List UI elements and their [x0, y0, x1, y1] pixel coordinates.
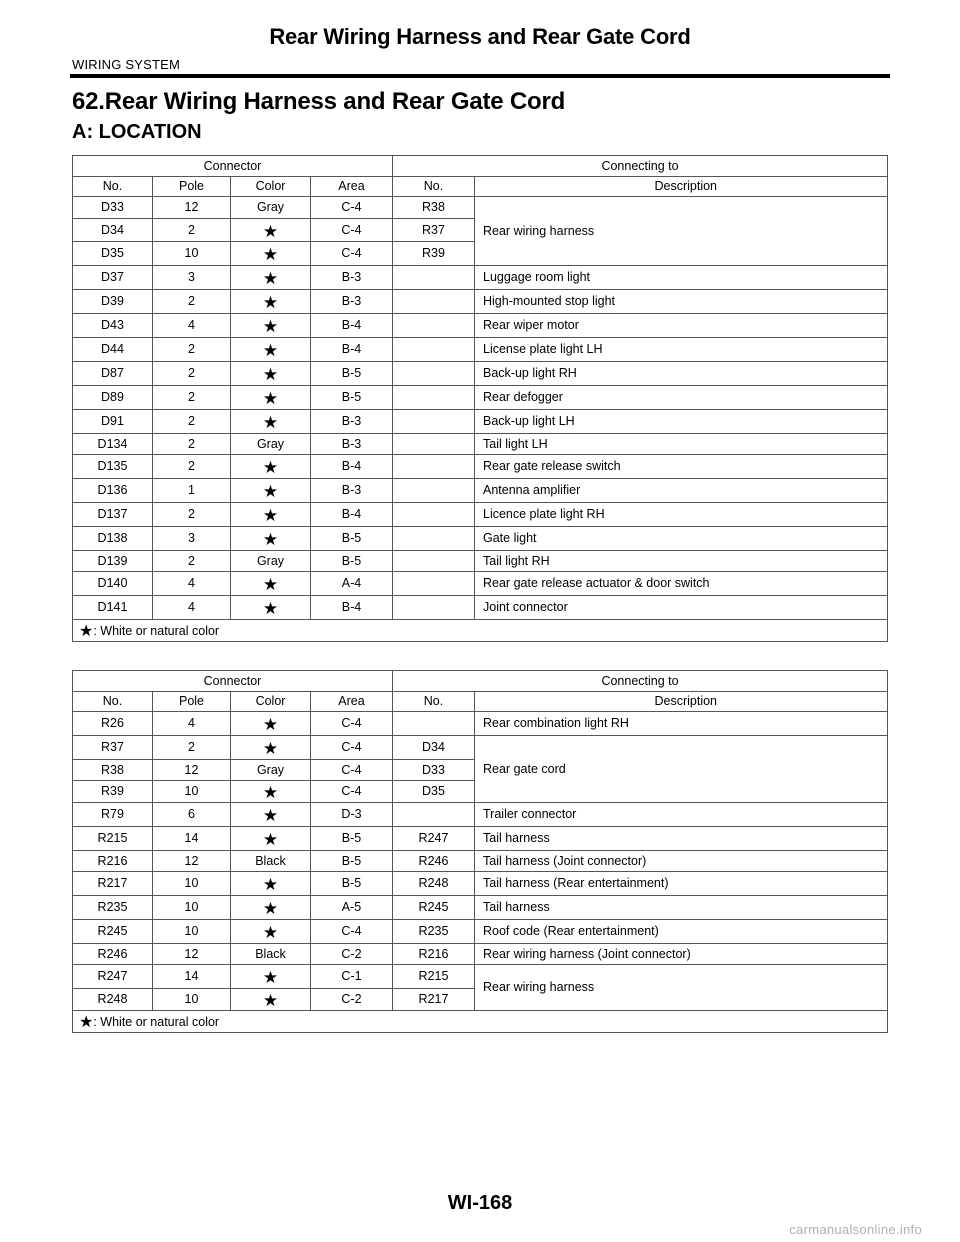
cell-color	[231, 596, 311, 620]
header-connecting-to: Connecting to	[393, 671, 888, 692]
star-icon: ★	[262, 458, 279, 477]
cell-connecting-no	[393, 362, 475, 386]
cell-description: Tail light LH	[475, 434, 888, 455]
cell-connector-no: R245	[73, 920, 153, 944]
cell-connector-no: R235	[73, 896, 153, 920]
table-row	[73, 572, 888, 596]
cell-area: B-4	[311, 455, 393, 479]
cell-description: Antenna amplifier	[475, 479, 888, 503]
cell-color	[231, 827, 311, 851]
header-no: No.	[73, 692, 153, 712]
cell-connecting-no: R39	[393, 242, 475, 266]
header-pole: Pole	[153, 177, 231, 197]
cell-color	[231, 572, 311, 596]
cell-area: C-4	[311, 760, 393, 781]
cell-description: Back-up light LH	[475, 410, 888, 434]
cell-description: Rear wiring harness (Joint connector)	[475, 944, 888, 965]
star-icon: ★	[262, 317, 279, 336]
cell-connector-no: D33	[73, 197, 153, 219]
cell-pole: 2	[153, 338, 231, 362]
table-row	[73, 503, 888, 527]
star-icon: ★	[262, 575, 279, 594]
cell-color	[231, 338, 311, 362]
table-row	[73, 712, 888, 736]
cell-connecting-no	[393, 803, 475, 827]
cell-connector-no: D87	[73, 362, 153, 386]
cell-pole: 12	[153, 944, 231, 965]
cell-pole: 2	[153, 551, 231, 572]
cell-pole: 6	[153, 803, 231, 827]
table-row	[73, 736, 888, 760]
cell-connecting-no: R216	[393, 944, 475, 965]
cell-connector-no: R26	[73, 712, 153, 736]
star-icon: ★	[262, 293, 279, 312]
cell-description: Rear gate release actuator & door switch	[475, 572, 888, 596]
cell-area: B-5	[311, 551, 393, 572]
cell-connector-no: D34	[73, 219, 153, 242]
cell-connector-no: R215	[73, 827, 153, 851]
cell-description: Trailer connector	[475, 803, 888, 827]
cell-connecting-no: R217	[393, 989, 475, 1011]
cell-connecting-no	[393, 410, 475, 434]
cell-connector-no: R246	[73, 944, 153, 965]
cell-connector-no: R79	[73, 803, 153, 827]
cell-connecting-no	[393, 503, 475, 527]
cell-pole: 10	[153, 242, 231, 266]
star-icon: ★	[262, 715, 279, 734]
cell-description: Luggage room light	[475, 266, 888, 290]
cell-pole: 4	[153, 712, 231, 736]
cell-connecting-no	[393, 386, 475, 410]
cell-pole: 4	[153, 572, 231, 596]
cell-pole: 12	[153, 197, 231, 219]
header-to-no: No.	[393, 177, 475, 197]
star-icon: ★	[262, 783, 279, 802]
cell-connecting-no	[393, 434, 475, 455]
cell-color	[231, 479, 311, 503]
cell-pole: 2	[153, 386, 231, 410]
table-row	[73, 197, 888, 219]
cell-connector-no: D89	[73, 386, 153, 410]
cell-color: Gray	[231, 197, 311, 219]
cell-description: High-mounted stop light	[475, 290, 888, 314]
cell-pole: 10	[153, 920, 231, 944]
star-icon: ★	[79, 622, 94, 640]
cell-connecting-no	[393, 479, 475, 503]
star-icon: ★	[262, 389, 279, 408]
cell-area: C-4	[311, 242, 393, 266]
cell-area: D-3	[311, 803, 393, 827]
cell-area: C-4	[311, 920, 393, 944]
cell-area: B-4	[311, 596, 393, 620]
cell-pole: 4	[153, 596, 231, 620]
star-icon: ★	[262, 506, 279, 525]
cell-connector-no: R38	[73, 760, 153, 781]
cell-color	[231, 455, 311, 479]
table-row	[73, 827, 888, 851]
cell-description: Tail harness (Joint connector)	[475, 851, 888, 872]
table-row	[73, 944, 888, 965]
cell-area: C-4	[311, 736, 393, 760]
star-icon: ★	[262, 530, 279, 549]
cell-area: C-4	[311, 219, 393, 242]
cell-description: License plate light LH	[475, 338, 888, 362]
star-icon: ★	[262, 830, 279, 849]
cell-description: Tail harness	[475, 827, 888, 851]
cell-description: Rear gate cord	[475, 736, 888, 803]
star-icon: ★	[79, 1013, 94, 1031]
cell-area: C-1	[311, 965, 393, 989]
table-row	[73, 314, 888, 338]
table-row	[73, 527, 888, 551]
cell-color	[231, 527, 311, 551]
star-icon: ★	[262, 899, 279, 918]
cell-color: Gray	[231, 760, 311, 781]
cell-description: Rear wiper motor	[475, 314, 888, 338]
cell-description: Rear gate release switch	[475, 455, 888, 479]
cell-area: B-3	[311, 479, 393, 503]
star-icon: ★	[262, 739, 279, 758]
table-body	[73, 712, 888, 1033]
table-row	[73, 596, 888, 620]
cell-color	[231, 503, 311, 527]
cell-connector-no: D39	[73, 290, 153, 314]
table-row	[73, 896, 888, 920]
cell-connecting-no	[393, 712, 475, 736]
legend-text: : White or natural color	[93, 1014, 220, 1029]
cell-area: B-3	[311, 434, 393, 455]
header-area: Area	[311, 177, 393, 197]
legend-row	[73, 1011, 888, 1033]
cell-connector-no: D136	[73, 479, 153, 503]
cell-connecting-no: D34	[393, 736, 475, 760]
legend-text: : White or natural color	[93, 623, 220, 638]
cell-color	[231, 266, 311, 290]
cell-color: Black	[231, 944, 311, 965]
watermark: carmanualsonline.info	[789, 1222, 922, 1237]
cell-color	[231, 712, 311, 736]
cell-pole: 2	[153, 410, 231, 434]
cell-color	[231, 896, 311, 920]
cell-area: B-3	[311, 410, 393, 434]
cell-description: Tail light RH	[475, 551, 888, 572]
cell-connecting-no: R245	[393, 896, 475, 920]
cell-color	[231, 781, 311, 803]
cell-area: B-5	[311, 527, 393, 551]
star-icon: ★	[262, 365, 279, 384]
table-row	[73, 479, 888, 503]
table-row	[73, 872, 888, 896]
cell-connector-no: D137	[73, 503, 153, 527]
table-row	[73, 851, 888, 872]
cell-color	[231, 219, 311, 242]
star-icon: ★	[262, 245, 279, 264]
cell-area: C-4	[311, 197, 393, 219]
cell-connector-no: D141	[73, 596, 153, 620]
page-title: Rear Wiring Harness and Rear Gate Cord	[269, 24, 691, 49]
table-row	[73, 362, 888, 386]
cell-pole: 2	[153, 736, 231, 760]
cell-pole: 1	[153, 479, 231, 503]
table-body	[73, 197, 888, 642]
cell-description: Rear defogger	[475, 386, 888, 410]
cell-connecting-no: R215	[393, 965, 475, 989]
cell-description: Gate light	[475, 527, 888, 551]
cell-description: Roof code (Rear entertainment)	[475, 920, 888, 944]
cell-color	[231, 803, 311, 827]
cell-connector-no: D37	[73, 266, 153, 290]
cell-area: C-4	[311, 781, 393, 803]
table-row	[73, 455, 888, 479]
cell-area: B-3	[311, 290, 393, 314]
legend-row	[73, 620, 888, 642]
cell-pole: 2	[153, 362, 231, 386]
cell-pole: 2	[153, 503, 231, 527]
cell-color	[231, 410, 311, 434]
cell-connector-no: D138	[73, 527, 153, 551]
star-icon: ★	[262, 413, 279, 432]
header-description: Description	[475, 692, 888, 712]
header-to-no: No.	[393, 692, 475, 712]
cell-connecting-no	[393, 572, 475, 596]
legend-note	[73, 620, 888, 642]
table-row	[73, 965, 888, 989]
cell-connecting-no: R246	[393, 851, 475, 872]
cell-connecting-no	[393, 266, 475, 290]
cell-color	[231, 989, 311, 1011]
table-row	[73, 410, 888, 434]
cell-area: B-5	[311, 851, 393, 872]
cell-pole: 2	[153, 455, 231, 479]
star-icon: ★	[262, 341, 279, 360]
cell-color	[231, 290, 311, 314]
cell-color: Gray	[231, 434, 311, 455]
table-row	[73, 551, 888, 572]
page-number: WI-168	[447, 1192, 513, 1214]
header-pole: Pole	[153, 692, 231, 712]
cell-pole: 10	[153, 872, 231, 896]
cell-connector-no: R248	[73, 989, 153, 1011]
cell-connector-no: D135	[73, 455, 153, 479]
cell-connector-no: D139	[73, 551, 153, 572]
cell-area: B-4	[311, 338, 393, 362]
cell-color	[231, 314, 311, 338]
cell-description: Rear combination light RH	[475, 712, 888, 736]
cell-connector-no: R37	[73, 736, 153, 760]
legend-note	[73, 1011, 888, 1033]
table-row	[73, 386, 888, 410]
cell-area: C-2	[311, 989, 393, 1011]
cell-description: Licence plate light RH	[475, 503, 888, 527]
cell-area: B-5	[311, 827, 393, 851]
cell-pole: 14	[153, 965, 231, 989]
cell-color	[231, 965, 311, 989]
table-row	[73, 290, 888, 314]
cell-pole: 10	[153, 781, 231, 803]
cell-connecting-no: R247	[393, 827, 475, 851]
cell-pole: 10	[153, 989, 231, 1011]
cell-area: B-4	[311, 503, 393, 527]
section-heading: 62.Rear Wiring Harness and Rear Gate Cord	[72, 88, 566, 115]
cell-connecting-no	[393, 314, 475, 338]
cell-connecting-no	[393, 551, 475, 572]
star-icon: ★	[262, 968, 279, 987]
connector-table-rear-gate-cord	[72, 670, 888, 1033]
cell-connecting-no	[393, 290, 475, 314]
cell-connecting-no: D35	[393, 781, 475, 803]
cell-connecting-no	[393, 455, 475, 479]
header-area: Area	[311, 692, 393, 712]
cell-pole: 12	[153, 851, 231, 872]
star-icon: ★	[262, 806, 279, 825]
cell-connector-no: R217	[73, 872, 153, 896]
cell-area: C-4	[311, 712, 393, 736]
cell-connecting-no	[393, 527, 475, 551]
cell-connecting-no: D33	[393, 760, 475, 781]
cell-connector-no: D43	[73, 314, 153, 338]
cell-description: Rear wiring harness	[475, 965, 888, 1011]
cell-color: Black	[231, 851, 311, 872]
cell-area: B-4	[311, 314, 393, 338]
cell-color	[231, 362, 311, 386]
cell-connector-no: D44	[73, 338, 153, 362]
header-no: No.	[73, 177, 153, 197]
table-row	[73, 338, 888, 362]
cell-pole: 4	[153, 314, 231, 338]
star-icon: ★	[262, 482, 279, 501]
cell-connecting-no: R37	[393, 219, 475, 242]
section-label: WIRING SYSTEM	[72, 57, 181, 72]
cell-area: B-5	[311, 386, 393, 410]
star-icon: ★	[262, 923, 279, 942]
cell-connecting-no: R248	[393, 872, 475, 896]
cell-connector-no: D35	[73, 242, 153, 266]
cell-pole: 2	[153, 290, 231, 314]
section-subheading: A: LOCATION	[72, 121, 202, 143]
cell-connector-no: D134	[73, 434, 153, 455]
cell-connector-no: R216	[73, 851, 153, 872]
cell-pole: 14	[153, 827, 231, 851]
cell-connector-no: R39	[73, 781, 153, 803]
header-connecting-to: Connecting to	[393, 156, 888, 177]
cell-connecting-no	[393, 338, 475, 362]
cell-area: A-4	[311, 572, 393, 596]
cell-pole: 12	[153, 760, 231, 781]
cell-area: B-3	[311, 266, 393, 290]
connector-table-rear-wiring-harness	[72, 155, 888, 642]
cell-area: C-2	[311, 944, 393, 965]
cell-description: Rear wiring harness	[475, 197, 888, 266]
header-color: Color	[231, 692, 311, 712]
star-icon: ★	[262, 269, 279, 288]
table-row	[73, 434, 888, 455]
cell-pole: 3	[153, 527, 231, 551]
star-icon: ★	[262, 875, 279, 894]
cell-connecting-no: R38	[393, 197, 475, 219]
cell-color	[231, 920, 311, 944]
cell-area: A-5	[311, 896, 393, 920]
cell-area: B-5	[311, 872, 393, 896]
cell-description: Tail harness (Rear entertainment)	[475, 872, 888, 896]
cell-color	[231, 736, 311, 760]
cell-connector-no: D91	[73, 410, 153, 434]
table-row	[73, 266, 888, 290]
cell-connector-no: R247	[73, 965, 153, 989]
star-icon: ★	[262, 599, 279, 618]
cell-description: Joint connector	[475, 596, 888, 620]
cell-pole: 2	[153, 219, 231, 242]
cell-pole: 2	[153, 434, 231, 455]
cell-color	[231, 242, 311, 266]
cell-pole: 3	[153, 266, 231, 290]
cell-description: Back-up light RH	[475, 362, 888, 386]
cell-color: Gray	[231, 551, 311, 572]
cell-connector-no: D140	[73, 572, 153, 596]
cell-area: B-5	[311, 362, 393, 386]
header-connector: Connector	[73, 156, 393, 177]
header-connector: Connector	[73, 671, 393, 692]
cell-color	[231, 872, 311, 896]
header-color: Color	[231, 177, 311, 197]
header-description: Description	[475, 177, 888, 197]
header-rule	[70, 74, 890, 78]
cell-description: Tail harness	[475, 896, 888, 920]
table-row	[73, 920, 888, 944]
cell-color	[231, 386, 311, 410]
star-icon: ★	[262, 221, 279, 241]
table-row	[73, 803, 888, 827]
star-icon: ★	[262, 991, 279, 1010]
cell-connecting-no	[393, 596, 475, 620]
cell-connecting-no: R235	[393, 920, 475, 944]
cell-pole: 10	[153, 896, 231, 920]
